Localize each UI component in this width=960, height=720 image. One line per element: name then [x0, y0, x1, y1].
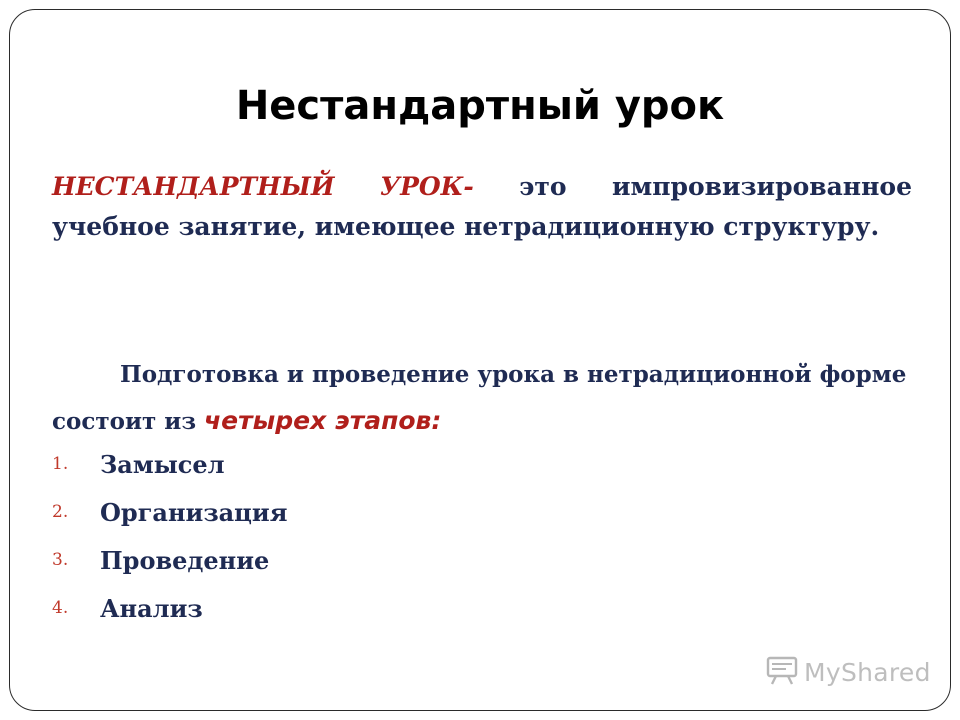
stage-label: Организация	[100, 497, 288, 527]
stage-label: Замысел	[100, 449, 225, 479]
definition-text: это импровизированное учебное занятие, имеющее нетрадиционную структуру.	[52, 172, 912, 241]
stage-item-2	[52, 488, 287, 536]
slide-title: Нестандартный урок	[235, 83, 725, 129]
stages-intro-accent: четырех этапов:	[204, 406, 442, 435]
stage-number: 2.	[52, 502, 69, 522]
stages-intro-paragraph	[52, 352, 912, 445]
definition-term: НЕСТАНДАРТНЫЙ УРОК	[52, 172, 464, 201]
stage-label: Анализ	[100, 593, 203, 623]
stage-number: 1.	[52, 454, 69, 474]
stage-item-4	[52, 584, 287, 632]
definition-dash: -	[463, 172, 474, 201]
stage-number: 3.	[52, 550, 69, 570]
stages-intro-text: Подготовка и проведение урока в нетрадиционной форме состоит из	[52, 361, 907, 435]
myshared-watermark	[766, 655, 931, 689]
stage-label: Проведение	[100, 545, 270, 575]
stage-number: 4.	[52, 598, 69, 618]
stage-item-1	[52, 440, 287, 488]
stages-list	[52, 440, 287, 632]
watermark-text: MyShared	[804, 657, 931, 687]
presentation-board-icon	[766, 655, 798, 690]
definition-paragraph	[52, 167, 912, 247]
stage-item-3	[52, 536, 287, 584]
